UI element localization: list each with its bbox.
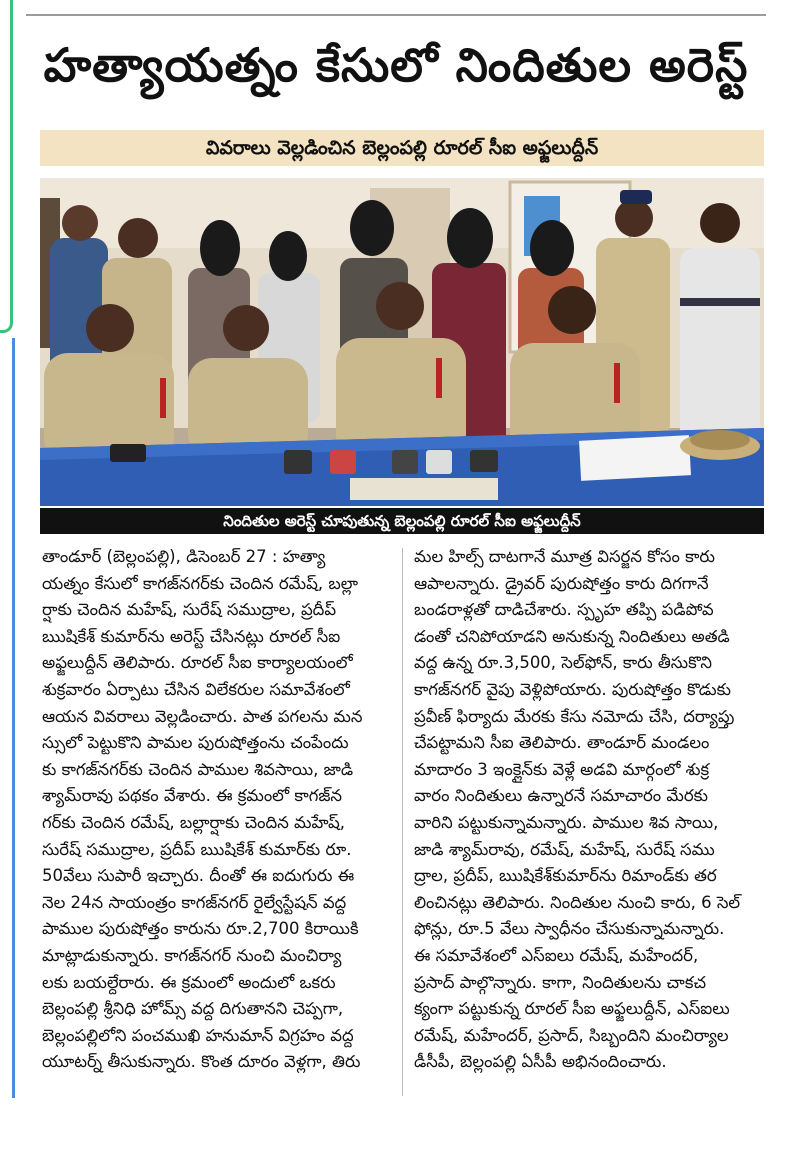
body-line: లించినట్లు తెలిపారు. నిందితుల నుంచి కారు, 6 సెల్ [414, 892, 741, 912]
body-line: బండరాళ్లతో దాడిచేశారు. స్పృహ తప్పి పడిపోవ [414, 600, 714, 620]
body-line: ప్రవీణ్ ఫిర్యాదు మేరకు కేసు నమోదు చేసి, దర్యాప్తు [414, 706, 735, 726]
body-line: తాండూర్ (బెల్లంపల్లి), డిసెంబర్ 27 : హత్యా [42, 547, 326, 566]
body-line: 50వేలు సుపారీ ఇచ్చారు. దీంతో ఈ ఐదుగురు ఈ [42, 866, 355, 886]
photo-caption: నిందితుల అరెస్ట్ చూపుతున్న బెల్లంపల్లి రూరల్ సీఐ అఫ్జలుద్దీన్ [223, 512, 581, 530]
body-line: వారం నిందితులు ఉన్నారనే సమాచారం మేరకు [414, 786, 708, 806]
body-line: సురేష్ సముద్రాల, ప్రదీప్ ఋషికేశ్ కుమార్‌కు రూ. [42, 839, 352, 859]
body-line: లకు బయల్దేరారు. ఈ క్రమంలో అందులో ఒకరు [42, 972, 336, 992]
page-border-green [0, 0, 13, 333]
body-line: స్సులో పెట్టుకొని పామల పురుషోత్తంను చంపేందు [42, 733, 349, 753]
top-rule [26, 14, 766, 16]
body-line: డీసీపీ, బెల్లంపల్లి ఏసీపీ అభినందించారు. [414, 1052, 667, 1072]
body-line: జాడి శ్యామ్‌రావు, రమేష్, మహేష్, సురేష్ సము [414, 839, 715, 859]
body-line: యత్నం కేసులో కాగజ్‌నగర్‌కు చెందిన రమేష్, బల్లా [42, 573, 358, 593]
body-line: క్యంగా పట్టుకున్న రూరల్ సీఐ అఫ్జలుద్దీన్, ఎస్ఐలు [414, 999, 730, 1019]
body-line: ఆయన వివరాలు వెల్లడించారు. పాత పగలను మన [42, 706, 363, 726]
article-column-right [414, 544, 760, 1076]
body-line: పాముల పురుషోత్తం కారును రూ.2,700 కిరాయికి [42, 919, 359, 939]
body-line: నెల 24న సాయంత్రం కాగజ్‌నగర్ రైల్వేస్టేషన్ వద్ద [42, 892, 347, 912]
body-line: రమేష్, మహేందర్, ప్రసాద్, సిబ్బందిని మంచిర్యాల [414, 1025, 729, 1045]
press-meet-photo [40, 178, 764, 506]
body-line: ఆపాలన్నారు. డ్రైవర్ పురుషోత్తం కారు దిగగానే [414, 573, 709, 593]
article-column-left [42, 544, 388, 1076]
body-line: మాదారం 3 ఇంక్లైన్‌కు వెళ్లే అడవి మార్గంలో శుక్ర [414, 759, 710, 779]
article-headline: హత్యాయత్నం కేసులో నిందితుల అరెస్ట్ [43, 38, 749, 92]
body-line: ప్రసాద్ పాల్గొన్నారు. కాగా, నిందితులను చాకచ [414, 972, 706, 992]
body-line: మల హిల్స్ దాటగానే మూత్ర విసర్జన కోసం కారు [414, 547, 715, 566]
body-line: డంతో చనిపోయాడని అనుకున్న నిందితులు అతడి [414, 626, 730, 646]
body-line: మాట్లాడుకున్నారు. కాగజ్‌నగర్ నుంచి మంచిర్యా [42, 945, 342, 965]
body-line: వారిని పట్టుకున్నామన్నారు. పాముల శివ సాయి, [414, 812, 719, 832]
body-line: చేపట్టామని సీఐ తెలిపారు. తాండూర్ మండలం [414, 733, 710, 753]
body-line: కాగజ్‌నగర్ వైపు వెళ్లిపోయారు. పురుషోత్తం కొడుకు [414, 679, 731, 699]
column-divider [402, 548, 403, 1096]
body-line: బెల్లంపల్లిలోని పంచముఖి హనుమాన్ విగ్రహం వద్ద [42, 1025, 354, 1045]
body-line: శుక్రవారం ఏర్పాటు చేసిన విలేకరుల సమావేశంలో [42, 679, 350, 699]
body-line: అఫ్జలుద్దీన్ తెలిపారు. రూరల్ సీఐ కార్యాలయంలో [42, 653, 353, 673]
body-line: బెల్లంపల్లి శ్రీనిధి హోమ్స్ వద్ద దిగుతానని చెప్పగా, [42, 999, 344, 1019]
body-line: యూటర్న్ తీసుకున్నారు. కొంత దూరం వెళ్లగా, తిరు [42, 1052, 361, 1072]
page-border-blue [0, 338, 15, 1098]
body-line: ఫోన్లు, రూ.5 వేలు స్వాధీనం చేసుకున్నామన్నారు. [414, 919, 725, 939]
news-photo [40, 178, 764, 506]
article-subheadline: వివరాలు వెల్లడించిన బెల్లంపల్లి రూరల్ సీఐ అఫ్జలుద్దీన్ [205, 137, 599, 159]
body-line: శ్యామ్‌రావు పథకం వేశారు. ఈ క్రమంలో కాగజ్‌న [42, 786, 342, 806]
body-line: వద్ద ఉన్న రూ.3,500, సెల్‌ఫోన్, కారు తీసుకొని [414, 653, 713, 673]
body-line: ఋషికేశ్ కుమార్‌ను అరెస్ట్ చేసినట్లు రూరల్ సీఐ [42, 626, 341, 646]
body-line: ద్రాల, ప్రదీప్, ఋషికేశ్‌కుమార్‌ను రిమాండ్‌కు తర [414, 866, 717, 886]
body-line: ఈ సమావేశంలో ఎస్ఐలు రమేష్, మహేందర్, [414, 945, 699, 965]
body-line: గర్‌కు చెందిన రమేష్, బల్లార్షాకు చెందిన మహేష్, [42, 812, 346, 832]
body-line: ర్షాకు చెందిన మహేష్, సురేష్ సముద్రాల, ప్రదీప్ [42, 600, 337, 620]
body-line: కు కాగజ్‌నగర్‌కు చెందిన పాముల శివసాయి, జాడి [42, 759, 354, 779]
